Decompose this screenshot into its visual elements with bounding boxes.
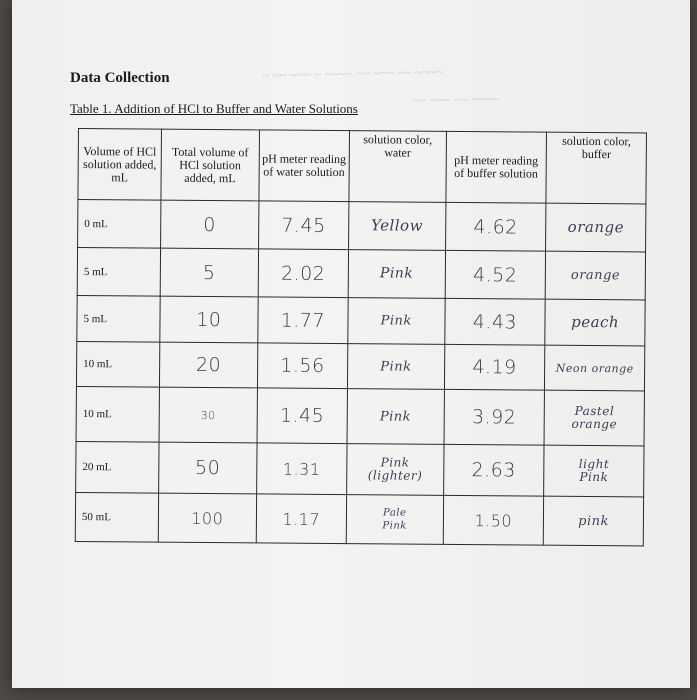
cell-volume: 20 mL [76, 441, 159, 493]
cell-ph-buffer: 4.62 [445, 202, 546, 251]
cell-color-buffer [544, 445, 644, 497]
cell-ph-buffer: 3.92 [444, 389, 545, 445]
color-water-text: Pink [379, 265, 414, 282]
header-color-water: solution color, water [349, 131, 446, 203]
table-row [75, 492, 643, 545]
table-header-row [78, 129, 647, 204]
section-title: Data Collection [70, 70, 170, 86]
bleed-through-marks: ~ ~~ ~~~ ~ ~~~~ ~~ ~~~ ~~ ~~~~ [261, 64, 443, 83]
cell-total: 5 [160, 248, 258, 297]
color-buffer-text: pink [578, 513, 609, 529]
table-caption: Table 1. Addition of HCl to Buffer and Water Solutions [70, 101, 358, 116]
cell-total: 100 [158, 493, 256, 543]
cell-total: 10 [160, 296, 258, 343]
cell-color-water [348, 298, 445, 345]
header-volume: Volume of HCl solution added, mL [78, 129, 162, 201]
cell-ph-water: 1.17 [256, 494, 347, 544]
color-buffer-text: Neon orange [555, 361, 634, 375]
cell-color-buffer [545, 299, 645, 346]
cell-volume: 5 mL [77, 248, 160, 297]
cell-ph-water: 1.56 [257, 343, 348, 389]
cell-ph-water: 2.02 [258, 249, 349, 298]
cell-color-buffer [544, 390, 644, 446]
cell-ph-buffer: 4.19 [444, 344, 545, 390]
header-color-buffer: solution color, buffer [546, 132, 646, 204]
color-water-text: Pink [380, 358, 412, 375]
cell-volume: 10 mL [76, 341, 159, 387]
color-buffer-text: orange [570, 267, 621, 284]
cell-color-water [346, 495, 443, 545]
cell-color-buffer [545, 345, 645, 391]
cell-volume: 5 mL [77, 295, 160, 342]
color-buffer-text: peach [571, 312, 620, 331]
table-row [76, 386, 644, 445]
bleed-through-marks: ~~ ~~~ ~~ ~~~~ [411, 91, 500, 108]
cell-total: 30 [159, 387, 257, 443]
table-row [77, 248, 645, 300]
cell-color-water [349, 202, 446, 251]
cell-volume: 0 mL [78, 200, 161, 249]
cell-volume: 10 mL [76, 386, 159, 442]
cell-color-buffer [544, 496, 644, 546]
cell-color-buffer [546, 203, 646, 252]
data-table [75, 128, 647, 546]
cell-ph-buffer: 4.43 [444, 298, 545, 345]
cell-color-water [347, 344, 444, 390]
table-row [77, 295, 645, 345]
color-buffer-text: Pastel orange [571, 403, 618, 432]
cell-total: 0 [161, 200, 259, 249]
cell-ph-water: 1.45 [257, 388, 348, 444]
color-buffer-text: orange [567, 217, 625, 236]
color-water-text: Pink [379, 408, 412, 425]
cell-ph-water: 7.45 [258, 201, 349, 250]
cell-total: 50 [159, 442, 257, 494]
header-ph-water: pH meter reading of water solution [259, 130, 350, 202]
color-buffer-text: light Pink [578, 456, 610, 485]
table-row [76, 441, 644, 496]
cell-color-water [348, 250, 445, 299]
color-water-text: Pale Pink [382, 507, 407, 532]
table-row [76, 341, 644, 390]
cell-ph-buffer: 1.50 [443, 495, 544, 545]
cell-ph-water: 1.77 [257, 297, 348, 344]
color-water-text: Pink (lighter) [367, 455, 423, 483]
cell-ph-buffer: 2.63 [443, 444, 544, 496]
cell-total: 20 [160, 342, 258, 388]
cell-color-buffer [545, 251, 645, 300]
cell-volume: 50 mL [75, 492, 158, 542]
header-ph-buffer: pH meter reading of buffer solution [445, 131, 546, 203]
table-row [78, 200, 646, 252]
header-total-volume: Total volume of HCl solution added, mL [161, 129, 259, 201]
cell-ph-buffer: 4.52 [445, 250, 546, 299]
worksheet-page [12, 0, 690, 688]
cell-color-water [347, 389, 444, 445]
cell-ph-water: 1.31 [256, 443, 347, 495]
color-water-text: Yellow [370, 215, 424, 235]
cell-color-water [347, 444, 444, 496]
color-water-text: Pink [380, 313, 412, 329]
